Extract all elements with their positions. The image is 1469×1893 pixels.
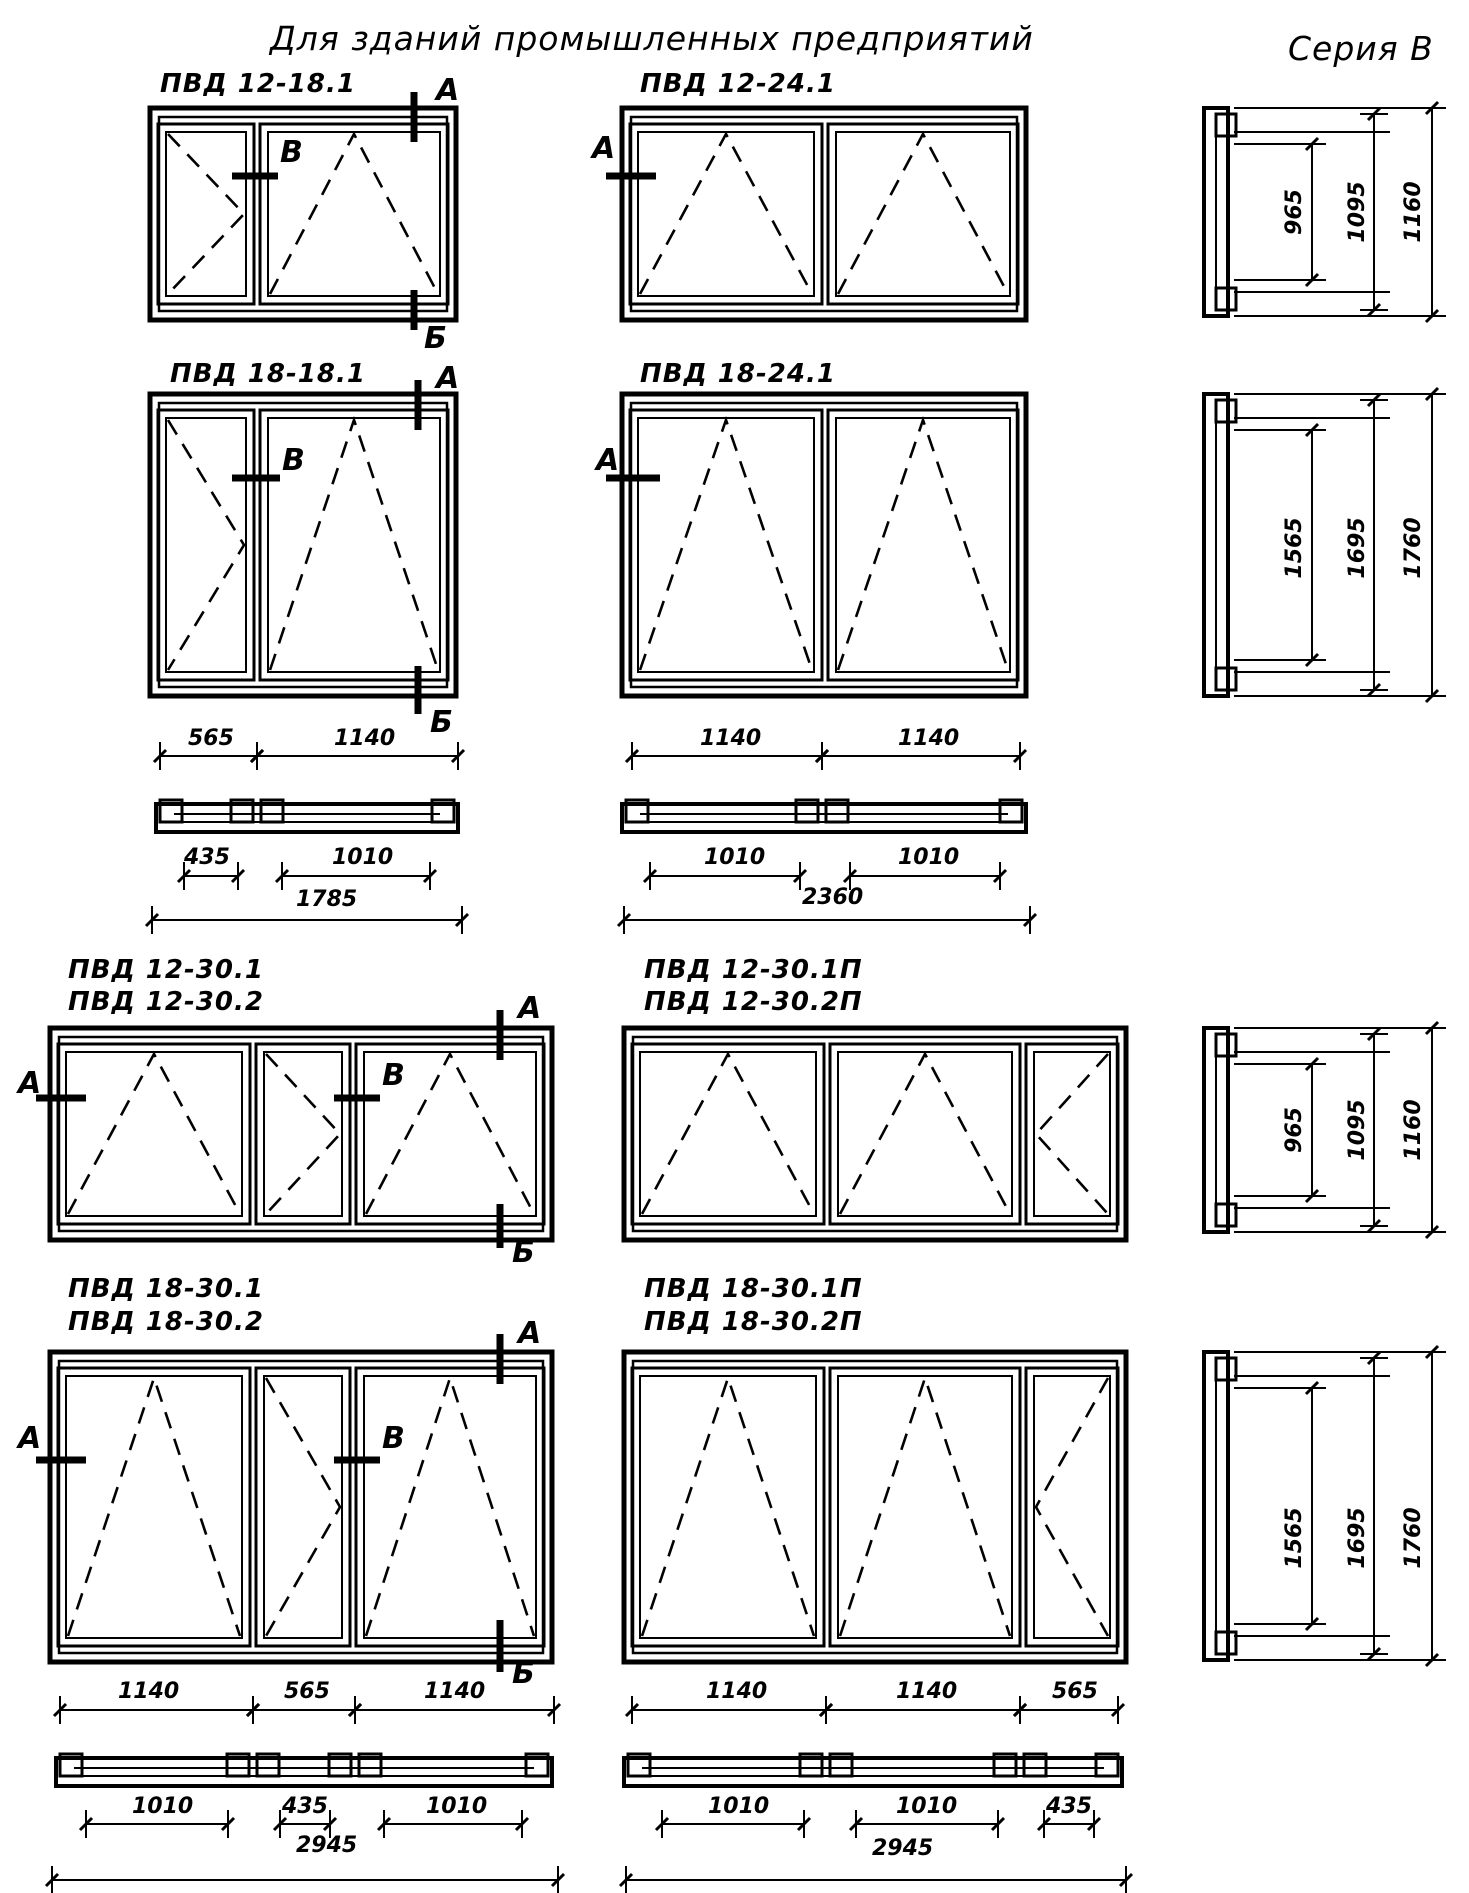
dimension-line	[1298, 1382, 1326, 1630]
dim-label: 565	[284, 1679, 330, 1704]
window-outer-frame	[624, 1352, 1126, 1662]
cut-letter-v: В	[382, 1421, 405, 1456]
window-label-12-30-1: ПВД 12-30.1	[68, 955, 264, 985]
window-elevation	[150, 108, 456, 320]
dimension-line	[618, 906, 1036, 934]
dim-label: 1160	[1401, 1099, 1426, 1161]
sash-frame	[630, 410, 822, 680]
plan-profile	[622, 800, 1026, 832]
opening-direction-mark	[266, 1378, 340, 1636]
dim-label: 1695	[1345, 517, 1370, 579]
window-label-18-30-1p: ПВД 18-30.1П	[644, 1274, 863, 1304]
sash-frame	[632, 1368, 824, 1646]
glazing-bead	[166, 418, 246, 672]
dimension-line	[1418, 1346, 1446, 1666]
window-outer-frame	[50, 1352, 552, 1662]
window-inner-frame	[631, 117, 1017, 311]
sash-frame	[830, 1044, 1020, 1224]
glazing-bead	[66, 1376, 242, 1638]
cut-letter-a: А	[518, 1316, 542, 1351]
window-label-18-24: ПВД 18-24.1	[640, 359, 836, 389]
opening-direction-mark	[642, 1054, 814, 1214]
cut-letter-a: А	[592, 131, 616, 166]
window-outer-frame	[150, 394, 456, 696]
cut-letter-b: Б	[512, 1656, 535, 1691]
glazing-bead	[836, 418, 1010, 672]
dim-label: 565	[1052, 1679, 1098, 1704]
opening-direction-mark	[168, 420, 244, 670]
section-cut-markers	[36, 92, 660, 1672]
window-label-18-30-1: ПВД 18-30.1	[68, 1274, 264, 1304]
dim-label: 1010	[898, 845, 960, 870]
vertical-section	[1204, 1352, 1444, 1660]
sash-frame	[1026, 1044, 1118, 1224]
plan-outline	[156, 804, 458, 832]
cut-letter-a: А	[596, 443, 620, 478]
opening-direction-mark	[366, 1378, 534, 1636]
glazing-bead	[264, 1376, 342, 1638]
glazing-bead	[264, 1052, 342, 1216]
dim-label: 1010	[704, 845, 766, 870]
window-inner-frame	[633, 1037, 1117, 1231]
window-label-18-30-2: ПВД 18-30.2	[68, 1307, 264, 1337]
dim-label: 1785	[296, 887, 358, 912]
sash-frame	[58, 1368, 250, 1646]
cut-letter-a: А	[18, 1421, 42, 1456]
window-elevation	[624, 1028, 1126, 1240]
dim-label: 1160	[1401, 181, 1426, 243]
dim-label: 1140	[896, 1679, 958, 1704]
sash-frame	[356, 1368, 544, 1646]
dim-label: 1010	[708, 1794, 770, 1819]
dim-label: 1140	[334, 726, 396, 751]
glazing-bead	[640, 1052, 816, 1216]
dim-label: 1140	[898, 726, 960, 751]
window-outer-frame	[50, 1028, 552, 1240]
sash-frame	[256, 1368, 350, 1646]
dim-label: 1095	[1345, 181, 1370, 243]
window-label-18-18: ПВД 18-18.1	[170, 359, 366, 389]
window-inner-frame	[631, 403, 1017, 687]
dim-label: 435	[184, 845, 230, 870]
cut-letter-b: Б	[430, 705, 453, 740]
dim-label: 1695	[1345, 1507, 1370, 1569]
sash-frame	[632, 1044, 824, 1224]
dim-label: 1010	[896, 1794, 958, 1819]
window-elevation	[50, 1352, 552, 1662]
cut-letter-v: В	[282, 443, 305, 478]
dim-label: 2945	[872, 1836, 934, 1861]
glazing-bead	[66, 1052, 242, 1216]
window-label-12-18: ПВД 12-18.1	[160, 69, 356, 99]
window-label-12-30-1p: ПВД 12-30.1П	[644, 955, 863, 985]
dim-label: 1010	[132, 1794, 194, 1819]
opening-direction-mark	[1036, 1054, 1108, 1214]
window-inner-frame	[59, 1037, 543, 1231]
cut-letter-a: А	[18, 1066, 42, 1101]
cut-letter-a: А	[436, 361, 460, 396]
cut-letter-b: Б	[424, 321, 447, 356]
dimension-line	[620, 1866, 1132, 1893]
plan-profile	[156, 800, 458, 832]
opening-direction-mark	[642, 1378, 814, 1636]
cut-letter-b: Б	[512, 1235, 535, 1270]
sash-frame	[256, 1044, 350, 1224]
sash-frame	[630, 124, 822, 304]
window-elevation	[624, 1352, 1126, 1662]
sash-frame	[158, 124, 254, 304]
sash-frame	[1026, 1368, 1118, 1646]
series-label: Серия В	[1288, 29, 1434, 68]
cut-letter-v: В	[382, 1058, 405, 1093]
dim-label: 965	[1282, 1107, 1307, 1153]
window-elevation	[622, 108, 1026, 320]
sheet-title: Для зданий промышленных предприятий	[270, 19, 1034, 58]
plan-outline	[622, 804, 1026, 832]
opening-direction-mark	[640, 420, 812, 670]
sash-frame	[828, 410, 1018, 680]
plan-profile	[56, 1754, 552, 1786]
window-label-12-30-2: ПВД 12-30.2	[68, 987, 264, 1017]
dim-label: 2360	[802, 885, 864, 910]
window-elevation	[50, 1028, 552, 1240]
dim-label: 1140	[118, 1679, 180, 1704]
glazing-bead	[364, 1376, 536, 1638]
glazing-bead	[838, 1376, 1012, 1638]
glazing-bead	[638, 418, 814, 672]
vertical-sections	[1204, 108, 1444, 1660]
dimension-line	[46, 1866, 564, 1893]
dim-label: 435	[282, 1794, 328, 1819]
window-elevations	[50, 108, 1126, 1662]
opening-direction-mark	[266, 1054, 340, 1214]
plan-outline	[56, 1758, 552, 1786]
glazing-bead	[836, 132, 1010, 296]
cut-letter-a: А	[518, 991, 542, 1026]
sash-frame	[58, 1044, 250, 1224]
sash-frame	[830, 1368, 1020, 1646]
dim-label: 1760	[1401, 517, 1426, 579]
opening-direction-mark	[838, 420, 1008, 670]
dim-label: 1565	[1282, 1507, 1307, 1569]
window-inner-frame	[633, 1361, 1117, 1653]
glazing-bead	[166, 132, 246, 296]
sash-frame	[828, 124, 1018, 304]
plan-profile	[624, 1754, 1122, 1786]
opening-direction-mark	[838, 134, 1008, 294]
window-inner-frame	[159, 117, 447, 311]
dim-label: 1565	[1282, 517, 1307, 579]
dim-label: 435	[1046, 1794, 1092, 1819]
dim-label: 1140	[706, 1679, 768, 1704]
dimension-line	[1360, 1352, 1388, 1660]
dim-label: 1010	[332, 845, 394, 870]
window-outer-frame	[150, 108, 456, 320]
opening-direction-mark	[840, 1054, 1010, 1214]
dim-label: 1095	[1345, 1099, 1370, 1161]
window-outer-frame	[624, 1028, 1126, 1240]
glazing-bead	[1034, 1376, 1110, 1638]
cut-letter-a: А	[436, 73, 460, 108]
dim-label: 965	[1282, 189, 1307, 235]
opening-direction-mark	[840, 1378, 1010, 1636]
glazing-bead	[640, 1376, 816, 1638]
cut-letter-v: В	[280, 135, 303, 170]
dim-label: 1010	[426, 1794, 488, 1819]
window-label-18-30-2p: ПВД 18-30.2П	[644, 1307, 863, 1337]
opening-direction-mark	[168, 134, 244, 294]
opening-direction-mark	[68, 1378, 240, 1636]
opening-direction-mark	[68, 1054, 240, 1214]
glazing-bead	[1034, 1052, 1110, 1216]
window-label-12-24: ПВД 12-24.1	[640, 69, 836, 99]
dim-label: 565	[188, 726, 234, 751]
window-inner-frame	[59, 1361, 543, 1653]
window-label-12-30-2p: ПВД 12-30.2П	[644, 987, 863, 1017]
glazing-bead	[838, 1052, 1012, 1216]
opening-direction-mark	[1036, 1378, 1108, 1636]
glazing-bead	[638, 132, 814, 296]
dim-label: 1760	[1401, 1507, 1426, 1569]
sash-frame	[158, 410, 254, 680]
window-elevation	[150, 394, 456, 696]
dim-label: 2945	[296, 1833, 358, 1858]
dim-label: 1140	[424, 1679, 486, 1704]
window-elevation	[622, 394, 1026, 696]
dim-label: 1140	[700, 726, 762, 751]
opening-direction-mark	[640, 134, 812, 294]
